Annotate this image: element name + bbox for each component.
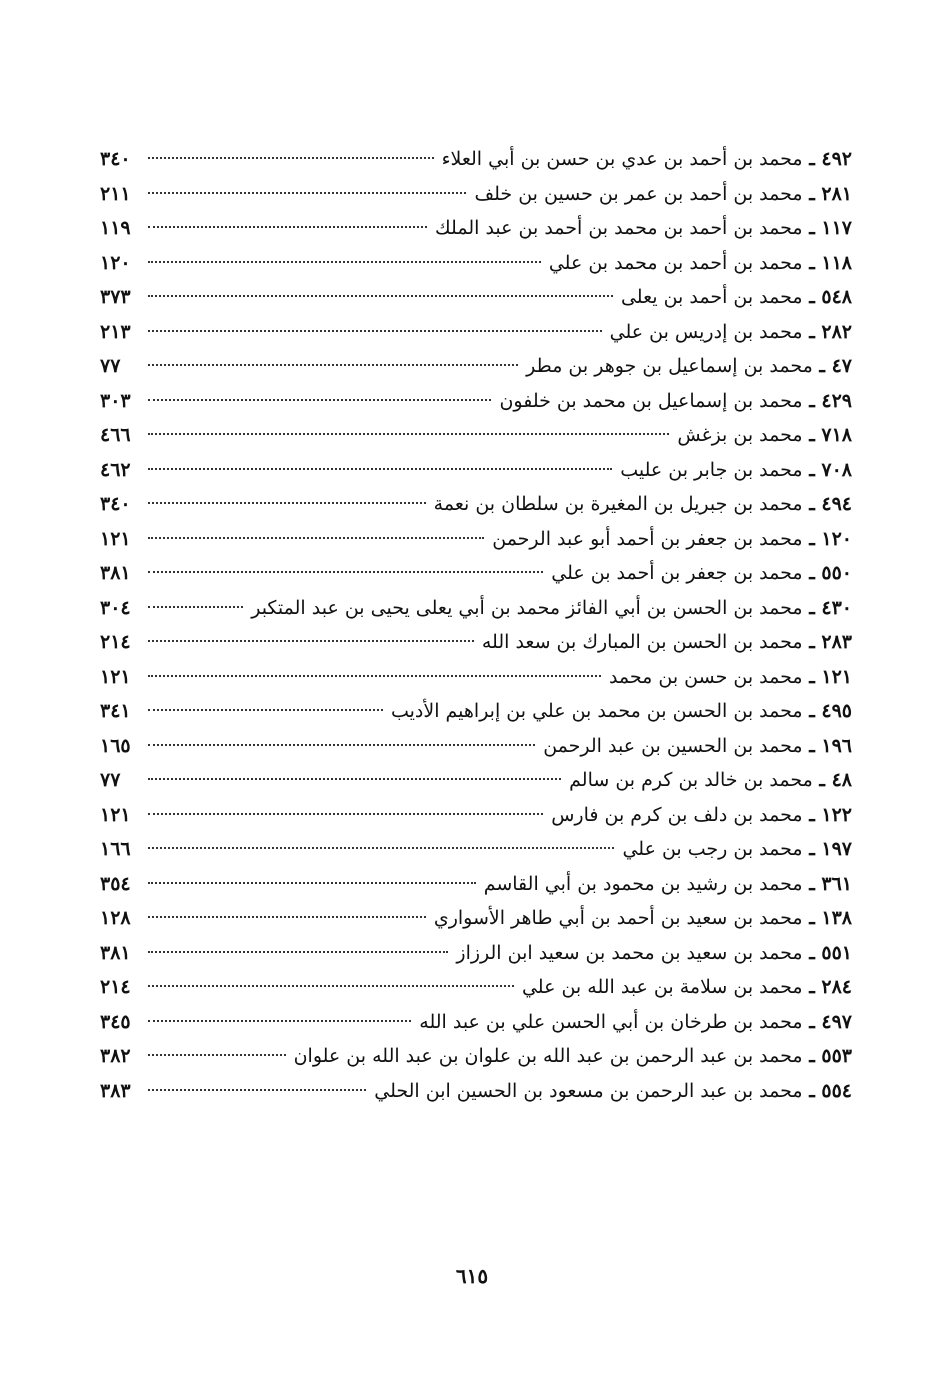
dot-leader [148,226,427,228]
entry-separator: ـ [802,424,822,446]
index-entry [100,763,852,798]
entry-number: ٤٢٩ [821,389,852,412]
entry-name: محمد بن أحمد بن عمر بن حسين بن خلف [474,182,803,205]
entry-name: محمد بن عبد الرحمن بن عبد الله بن علوان بن عبد الله بن علوان [293,1045,803,1067]
entry-number: ١١٨ [821,251,852,274]
index-entry [100,832,852,867]
dot-leader [148,537,484,539]
dot-leader [148,295,613,297]
index-entry [100,901,852,936]
entry-number: ٥٤٨ [821,286,852,308]
entry-page-number: ٣٨٢ [100,1045,131,1067]
dot-leader [148,606,243,608]
dot-leader [148,640,474,642]
entry-number: ١٩٧ [821,838,852,860]
entry-separator: ـ [802,665,822,688]
dot-leader [148,330,602,332]
dot-leader [148,571,543,573]
entry-page-number: ١٦٦ [100,838,131,860]
entry-number: ٤٩٢ [821,148,852,170]
entry-page-number: ٣٥٤ [100,872,131,895]
index-entry [100,487,852,522]
dot-leader [148,847,614,849]
entry-page-number: ١٢٨ [100,907,131,929]
entry-page-number: ١٢١ [100,527,131,550]
entry-page-number: ١١٩ [100,217,131,239]
dot-leader [148,433,669,435]
dot-leader [148,399,491,401]
entry-page-number: ٤٦٦ [100,424,131,446]
dot-leader [148,261,541,263]
entry-separator: ـ [802,976,822,998]
entry-number: ٤٣٠ [821,596,852,619]
entry-number: ١٢١ [821,665,852,688]
entry-separator: ـ [802,286,822,308]
entry-page-number: ١٢٠ [100,251,131,274]
entry-number: ٥٥٣ [821,1045,852,1067]
entry-separator: ـ [812,769,832,791]
entry-name: محمد بن بزغش [677,424,803,446]
entry-number: ١١٧ [821,217,852,239]
entry-name: محمد بن عبد الرحمن بن مسعود بن الحسين ابن الحلي [374,1079,803,1102]
entry-name: محمد بن إدريس بن علي [609,320,803,343]
entry-page-number: ٢١٤ [100,976,131,998]
entry-name: محمد بن جبريل بن المغيرة بن سلطان بن نعمة [433,493,803,515]
entry-page-number: ٣٠٤ [100,596,131,619]
entry-separator: ـ [802,734,822,757]
dot-leader [148,882,476,884]
entry-page-number: ٢١٤ [100,631,131,653]
entry-separator: ـ [802,458,822,481]
index-entry [100,1074,852,1109]
index-entry [100,625,852,660]
dot-leader [148,192,466,194]
entry-page-number: ٣٨٣ [100,1079,131,1102]
index-entry [100,660,852,695]
entry-page-number: ٤٦٢ [100,458,131,481]
index-entry [100,729,852,764]
page-number: ٦١٥ [455,1264,489,1288]
dot-leader [148,778,561,780]
entry-name: محمد بن الحسين بن عبد الرحمن [543,734,803,757]
entry-separator: ـ [802,251,822,274]
index-entry [100,384,852,419]
entry-name: محمد بن سعيد بن محمد بن سعيد ابن الرزاز [456,941,803,964]
entry-separator: ـ [802,700,822,722]
entry-name: محمد بن حسن بن محمد [608,665,803,688]
entry-number: ٤٩٥ [821,700,852,722]
entry-separator: ـ [802,907,822,929]
dot-leader [148,916,426,918]
dot-leader [148,709,383,711]
dot-leader [148,468,612,470]
dot-leader [148,1020,411,1022]
entry-page-number: ٣٤١ [100,700,131,722]
entry-number: ٢٨٤ [821,976,852,998]
index-entry [100,970,852,1005]
entry-page-number: ١٦٥ [100,734,131,757]
entry-name: محمد بن دلف بن كرم بن فارس [551,803,803,826]
index-entry [100,936,852,971]
entry-page-number: ٢١٣ [100,320,131,343]
entry-number: ٥٥٠ [821,562,852,584]
entry-separator: ـ [802,872,822,895]
index-entry [100,418,852,453]
entry-name: محمد بن رشيد بن محمود بن أبي القاسم [483,872,803,895]
index-entry [100,453,852,488]
entry-name: محمد بن إسماعيل بن محمد بن خلفون [499,389,803,412]
entry-name: محمد بن الحسن بن محمد بن علي بن إبراهيم الأديب [390,700,803,722]
entry-number: ٤٧ [831,355,852,377]
index-entry [100,867,852,902]
entry-page-number: ٣٨١ [100,941,131,964]
entry-number: ٥٥١ [821,941,852,964]
entry-page-number: ٢١١ [100,182,131,205]
index-entry [100,315,852,350]
entry-number: ٥٥٤ [821,1079,852,1102]
index-entry [100,177,852,212]
dot-leader [148,985,514,987]
entry-page-number: ٣٧٣ [100,286,131,308]
index-entry [100,591,852,626]
entry-separator: ـ [802,389,822,412]
entry-separator: ـ [812,355,832,377]
entry-number: ٤٨ [831,769,852,791]
entry-separator: ـ [802,182,822,205]
dot-leader [148,157,434,159]
dot-leader [148,502,426,504]
entry-number: ٤٩٤ [821,493,852,515]
entry-page-number: ٧٧ [100,769,121,791]
entry-number: ١٢٠ [821,527,852,550]
entry-name: محمد بن طرخان بن أبي الحسن علي بن عبد الله [419,1010,803,1033]
index-entry [100,798,852,833]
entry-number: ١٣٨ [821,907,852,929]
entry-separator: ـ [802,320,822,343]
entry-number: ٢٨٣ [821,631,852,653]
entry-page-number: ١٢١ [100,665,131,688]
entry-name: محمد بن جعفر بن أحمد بن علي [551,562,803,584]
entry-name: محمد بن إسماعيل بن جوهر بن مطر [526,355,813,377]
index-entry [100,280,852,315]
entry-name: محمد بن أحمد بن يعلى [620,286,803,308]
entry-name: محمد بن أحمد بن محمد بن علي [548,251,803,274]
entry-number: ١٢٢ [821,803,852,826]
entry-number: ٤٩٧ [821,1010,852,1033]
index-entry [100,211,852,246]
entry-name: محمد بن رجب بن علي [622,838,803,860]
entry-separator: ـ [802,217,822,239]
entry-name: محمد بن جابر بن عليب [620,458,803,481]
entry-name: محمد بن خالد بن كرم بن سالم [569,769,813,791]
dot-leader [148,744,535,746]
entry-page-number: ١٢١ [100,803,131,826]
index-entry [100,142,852,177]
index-entry [100,522,852,557]
entry-separator: ـ [802,1045,822,1067]
entry-number: ٢٨٢ [821,320,852,343]
entry-name: محمد بن أحمد بن محمد بن أحمد بن عبد الملك [435,217,803,239]
dot-leader [148,675,601,677]
entry-name: محمد بن سلامة بن عبد الله بن علي [521,976,803,998]
index-entry [100,694,852,729]
entry-page-number: ٣٤٠ [100,493,131,515]
entry-separator: ـ [802,803,822,826]
entry-name: محمد بن سعيد بن أحمد بن أبي طاهر الأسواري [433,907,803,929]
dot-leader [148,951,448,953]
index-entry [100,246,852,281]
entry-separator: ـ [802,562,822,584]
entry-separator: ـ [802,1010,822,1033]
entry-separator: ـ [802,493,822,515]
entry-page-number: ٣٤٥ [100,1010,131,1033]
entry-page-number: ٣٠٣ [100,389,131,412]
entry-separator: ـ [802,1079,822,1102]
entry-number: ١٩٦ [821,734,852,757]
dot-leader [148,364,518,366]
entry-name: محمد بن جعفر بن أحمد أبو عبد الرحمن [492,527,803,550]
entry-name: محمد بن أحمد بن عدي بن حسن بن أبي العلاء [441,148,803,170]
entry-number: ٧١٨ [821,424,852,446]
entry-page-number: ٧٧ [100,355,121,377]
index-entry [100,556,852,591]
entry-page-number: ٣٨١ [100,562,131,584]
entry-page-number: ٣٤٠ [100,148,131,170]
entry-number: ٧٠٨ [821,458,852,481]
dot-leader [148,813,543,815]
dot-leader [148,1054,286,1056]
entry-number: ٢٨١ [821,182,852,205]
entry-separator: ـ [802,527,822,550]
entry-separator: ـ [802,838,822,860]
index-entry [100,1005,852,1040]
entry-name: محمد بن الحسن بن المبارك بن سعد الله [481,631,803,653]
index-entry [100,349,852,384]
index-list [100,142,852,1108]
index-entry [100,1039,852,1074]
dot-leader [148,1089,366,1091]
entry-separator: ـ [802,596,822,619]
entry-separator: ـ [802,148,822,170]
entry-number: ٣٦١ [821,872,852,895]
entry-separator: ـ [802,941,822,964]
entry-separator: ـ [802,631,822,653]
entry-name: محمد بن الحسن بن أبي الفائز محمد بن أبي يعلى يحيى بن عبد المتكبر [251,596,803,619]
